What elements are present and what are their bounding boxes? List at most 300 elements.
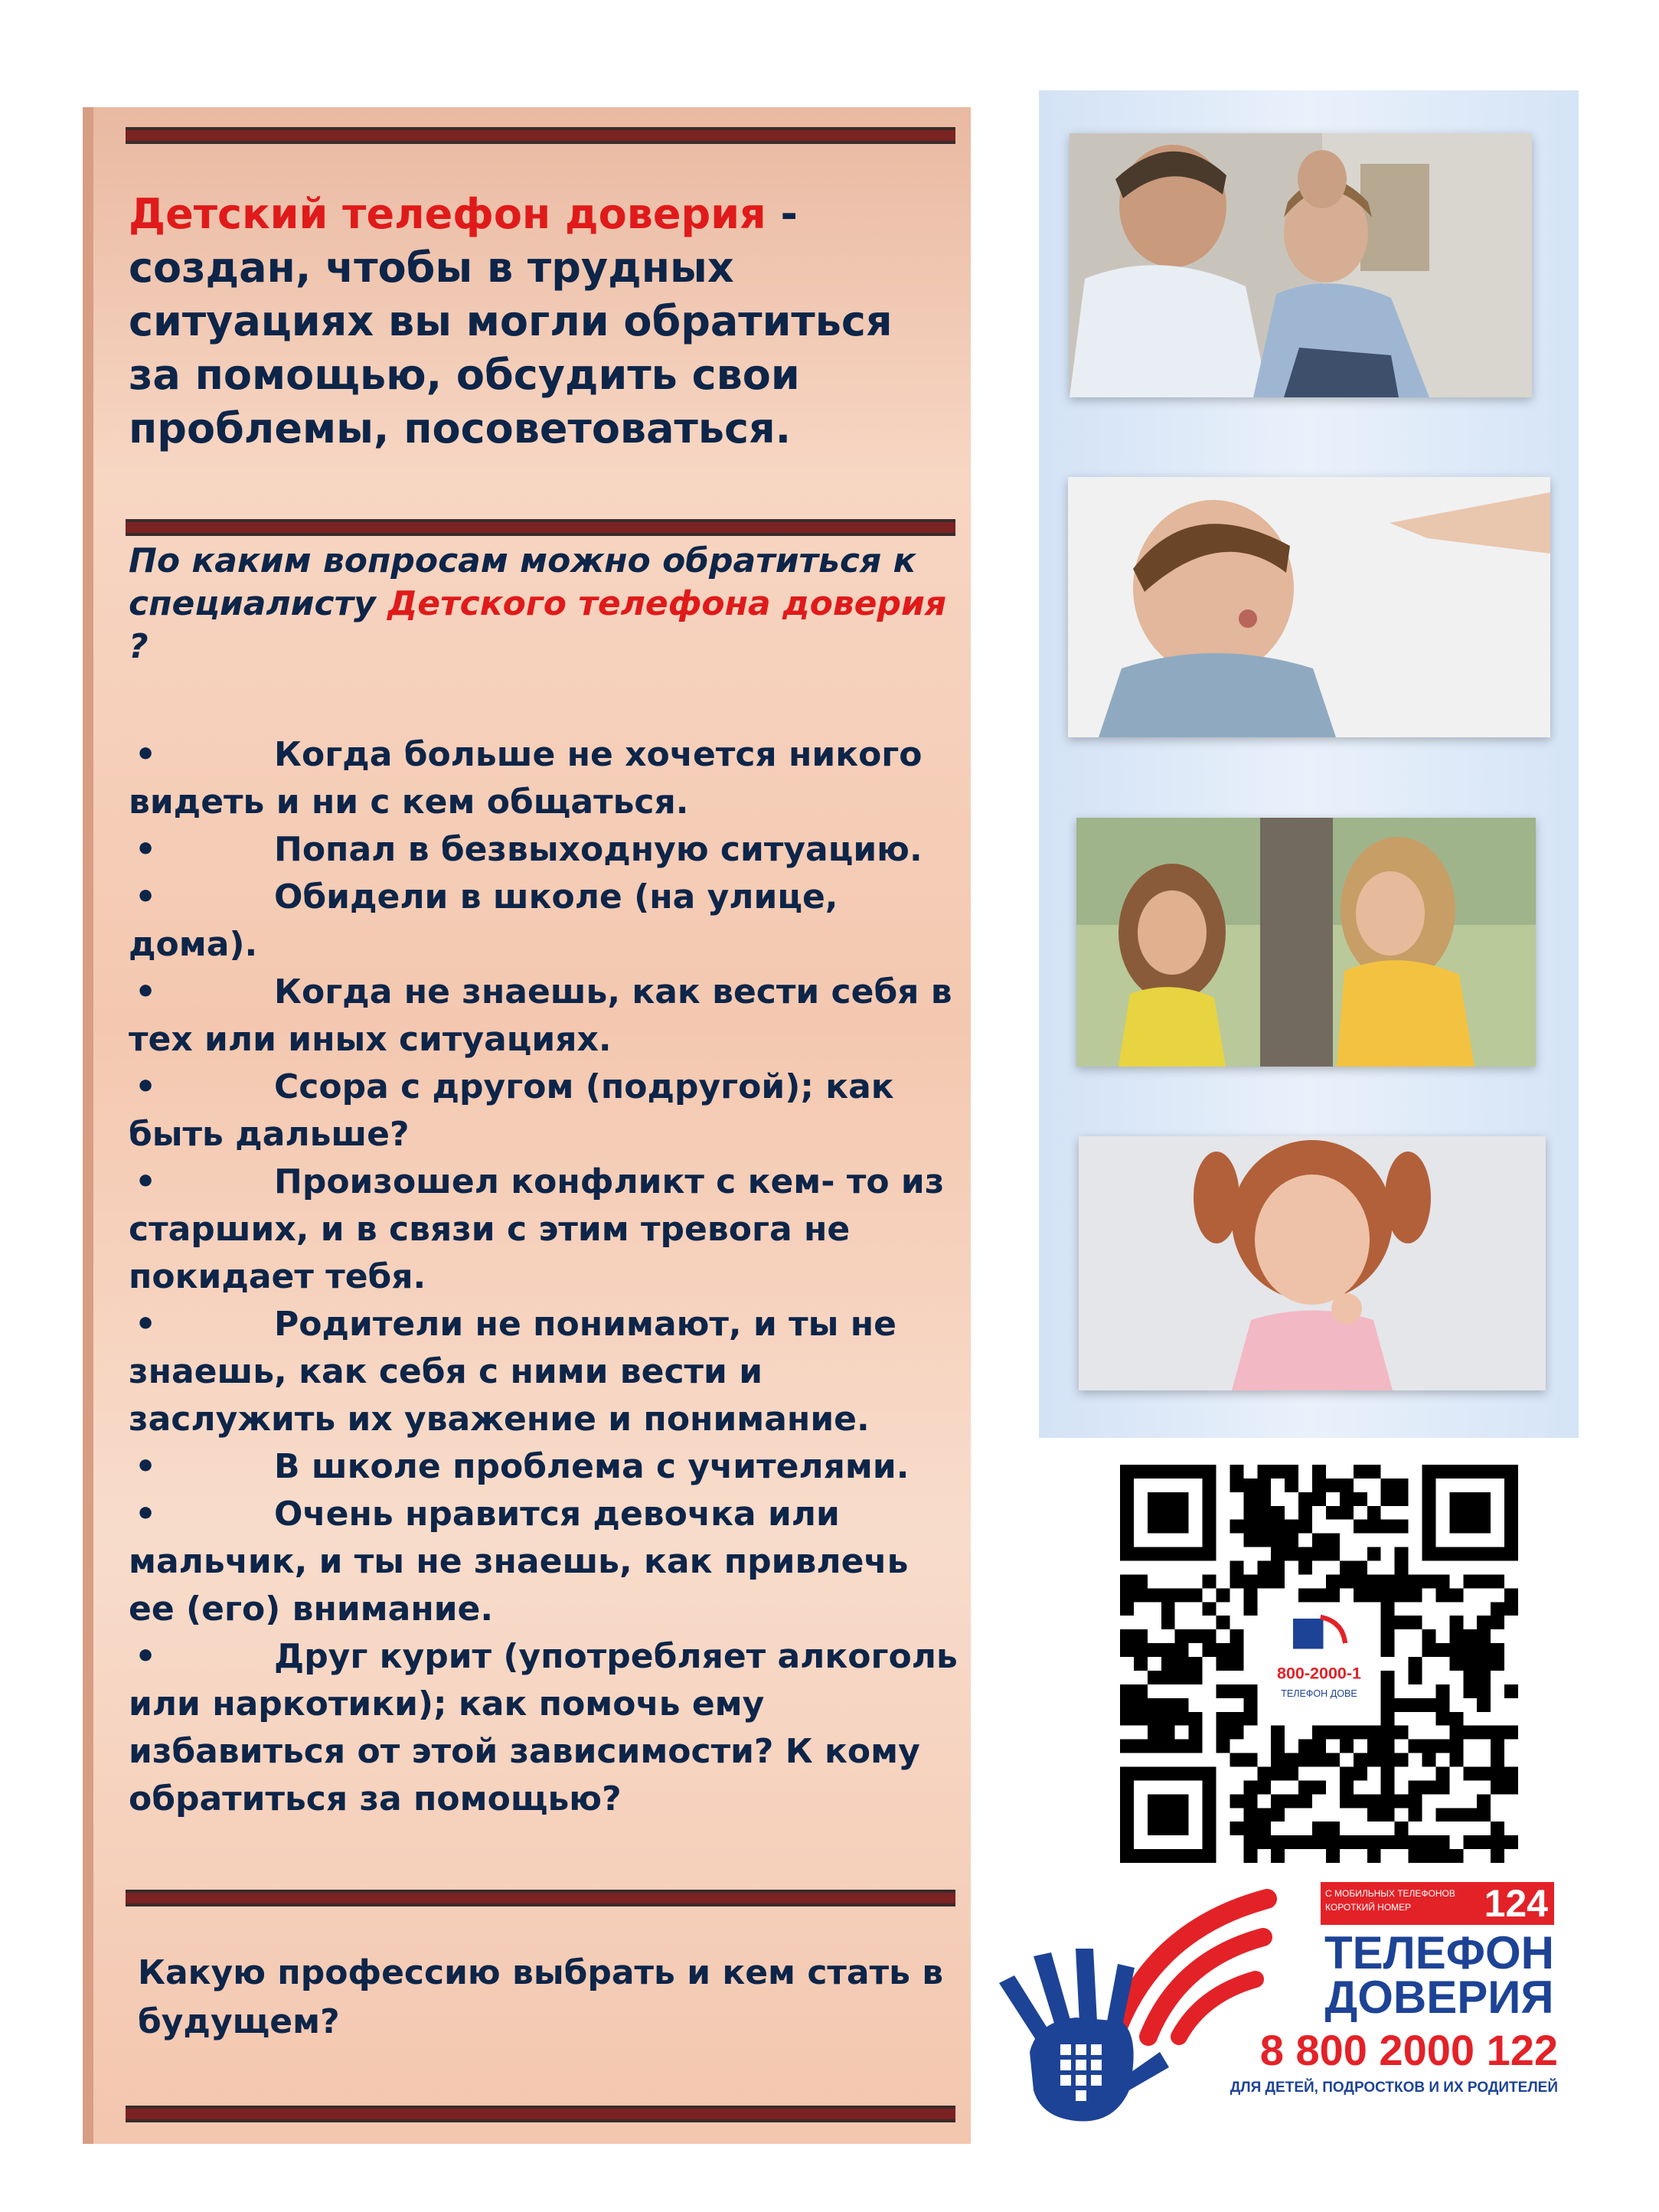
- qr-module: [1312, 1465, 1326, 1478]
- qr-module: [1230, 1794, 1243, 1808]
- qr-module: [1354, 1753, 1367, 1767]
- qr-module: [1203, 1574, 1216, 1588]
- qr-module: [1340, 1726, 1354, 1740]
- qr-module: [1203, 1602, 1216, 1616]
- qr-module: [1381, 1629, 1395, 1643]
- qr-module: [1134, 1712, 1148, 1726]
- bullet: •: [135, 1162, 157, 1201]
- qr-module: [1230, 1712, 1243, 1726]
- qr-module: [1298, 1506, 1312, 1520]
- bullet: •: [135, 1495, 157, 1534]
- qr-module: [1435, 1712, 1449, 1726]
- qr-module: [1243, 1808, 1257, 1822]
- bullet: •: [135, 830, 157, 869]
- qr-module: [1298, 1547, 1312, 1561]
- bullet: •: [135, 877, 157, 916]
- qr-module: [1395, 1478, 1409, 1492]
- qr-module: [1367, 1808, 1381, 1822]
- qr-module: [1285, 1478, 1298, 1492]
- qr-module: [1395, 1588, 1409, 1602]
- qr-module: [1354, 1794, 1367, 1808]
- qr-module: [1463, 1726, 1477, 1740]
- questions-part1: По каким вопросам можно обратиться к специалисту: [129, 541, 916, 623]
- qr-module: [1381, 1726, 1395, 1740]
- qr-module: [1271, 1794, 1285, 1808]
- qr-module: [1504, 1766, 1518, 1780]
- qr-module: [1381, 1808, 1395, 1822]
- qr-module: [1477, 1698, 1491, 1712]
- hotline-audience: ДЛЯ ДЕТЕЙ, ПОДРОСТКОВ И ИХ РОДИТЕЛЕЙ: [1230, 2080, 1558, 2096]
- qr-module: [1381, 1835, 1395, 1849]
- qr-module: [1216, 1726, 1230, 1740]
- qr-module: [1243, 1684, 1257, 1698]
- qr-module: [1257, 1506, 1271, 1520]
- qr-module: [1381, 1616, 1395, 1629]
- qr-module: [1367, 1835, 1381, 1849]
- qr-module: [1257, 1766, 1271, 1780]
- qr-module: [1367, 1506, 1381, 1520]
- qr-module: [1340, 1780, 1354, 1794]
- qr-module: [1271, 1561, 1285, 1575]
- qr-module: [1285, 1534, 1298, 1547]
- photo-girls-tree: [1076, 818, 1536, 1067]
- photo-father-son: [1070, 133, 1532, 397]
- qr-module: [1161, 1740, 1175, 1753]
- qr-module: [1504, 1835, 1518, 1849]
- qr-module: [1422, 1835, 1435, 1849]
- qr-module: [1257, 1835, 1271, 1849]
- qr-module: [1395, 1574, 1409, 1588]
- qr-module: [1161, 1698, 1175, 1712]
- list-item: [129, 826, 963, 874]
- qr-module: [1504, 1602, 1518, 1616]
- qr-module: [1285, 1835, 1298, 1849]
- bullet: •: [135, 972, 157, 1011]
- qr-module: [1409, 1808, 1422, 1822]
- qr-module: [1422, 1780, 1435, 1794]
- qr-module: [1312, 1753, 1326, 1767]
- qr-module: [1367, 1794, 1381, 1808]
- qr-module: [1161, 1726, 1175, 1740]
- qr-module: [1312, 1835, 1326, 1849]
- qr-module: [1340, 1574, 1354, 1588]
- qr-module: [1504, 1684, 1518, 1698]
- qr-module: [1216, 1740, 1230, 1753]
- qr-module: [1148, 1726, 1161, 1740]
- qr-module: [1395, 1822, 1409, 1835]
- qr-module: [1381, 1520, 1395, 1534]
- qr-module: [1257, 1780, 1271, 1794]
- photo-little-girl: [1079, 1136, 1546, 1390]
- qr-module: [1243, 1588, 1257, 1602]
- qr-module: [1230, 1643, 1243, 1657]
- intro-text: [129, 188, 955, 456]
- qr-module: [1504, 1780, 1518, 1794]
- qr-module: [1230, 1657, 1243, 1671]
- qr-module: [1216, 1684, 1230, 1698]
- list-item-text: Произошел конфликт с кем- то из старших, и в связи с этим тревога не покидает тебя.: [129, 1162, 945, 1296]
- qr-module: [1285, 1753, 1298, 1767]
- qr-module: [1491, 1766, 1504, 1780]
- divider-list: [126, 1890, 955, 1907]
- qr-module: [1175, 1671, 1189, 1684]
- qr-module: [1230, 1520, 1243, 1534]
- qr-module: [1243, 1698, 1257, 1712]
- qr-module: [1175, 1588, 1189, 1602]
- qr-module: [1298, 1588, 1312, 1602]
- qr-module: [1134, 1588, 1148, 1602]
- qr-module: [1230, 1574, 1243, 1588]
- intro-highlight: Детский телефон доверия: [129, 190, 766, 238]
- qr-module: [1395, 1753, 1409, 1767]
- qr-module: [1463, 1808, 1477, 1822]
- qr-module: [1381, 1753, 1395, 1767]
- qr-module: [1285, 1465, 1298, 1478]
- qr-module: [1477, 1684, 1491, 1698]
- qr-module: [1326, 1478, 1340, 1492]
- qr-module: [1381, 1643, 1395, 1657]
- qr-module: [1491, 1616, 1504, 1629]
- qr-module: [1257, 1520, 1271, 1534]
- qr-module: [1395, 1547, 1409, 1561]
- qr-module: [1381, 1712, 1395, 1726]
- qr-module: [1381, 1684, 1395, 1698]
- qr-module: [1189, 1726, 1203, 1740]
- qr-module: [1477, 1671, 1491, 1684]
- qr-module: [1395, 1726, 1409, 1740]
- qr-module: [1409, 1780, 1422, 1794]
- qr-module: [1298, 1835, 1312, 1849]
- list-item-text: Ссора с другом (подругой); как быть дальше?: [129, 1067, 894, 1154]
- qr-module: [1340, 1506, 1354, 1520]
- qr-module: [1326, 1547, 1340, 1561]
- divider-bottom: [126, 2106, 955, 2122]
- qr-module: [1230, 1822, 1243, 1835]
- qr-module: [1243, 1822, 1257, 1835]
- qr-module: [1491, 1726, 1504, 1740]
- qr-module: [1422, 1698, 1435, 1712]
- qr-module: [1409, 1671, 1422, 1684]
- qr-module: [1367, 1753, 1381, 1767]
- qr-module: [1354, 1588, 1367, 1602]
- qr-module: [1298, 1561, 1312, 1575]
- qr-module: [1271, 1808, 1285, 1822]
- qr-module: [1120, 1629, 1134, 1643]
- qr-module: [1312, 1780, 1326, 1794]
- qr-module: [1435, 1780, 1449, 1794]
- photo-boy-pointing: [1068, 477, 1550, 737]
- qr-module: [1120, 1643, 1134, 1657]
- qr-module: [1134, 1698, 1148, 1712]
- qr-module: [1326, 1753, 1340, 1767]
- qr-module: [1216, 1712, 1230, 1726]
- info-panel: [83, 107, 971, 2144]
- qr-module: [1422, 1629, 1435, 1643]
- qr-module: [1354, 1835, 1367, 1849]
- qr-module: [1148, 1712, 1161, 1726]
- qr-module: [1409, 1574, 1422, 1588]
- qr-module: [1409, 1588, 1422, 1602]
- list-item: [129, 1158, 963, 1301]
- list-item-text: Родители не понимают, и ты не знаешь, как себя с ними вести и заслужить их уважение и понимание.: [129, 1305, 896, 1439]
- qr-module: [1271, 1835, 1285, 1849]
- qr-module: [1409, 1740, 1422, 1753]
- qr-module: [1189, 1657, 1203, 1671]
- qr-module: [1285, 1794, 1298, 1808]
- qr-module: [1243, 1520, 1257, 1534]
- qr-module: [1409, 1698, 1422, 1712]
- qr-module: [1435, 1740, 1449, 1753]
- qr-module: [1134, 1574, 1148, 1588]
- qr-module: [1326, 1534, 1340, 1547]
- qr-module: [1175, 1740, 1189, 1753]
- qr-module: [1134, 1684, 1148, 1698]
- qr-module: [1243, 1712, 1257, 1726]
- qr-module: [1298, 1740, 1312, 1753]
- qr-module: [1298, 1753, 1312, 1767]
- qr-module: [1271, 1520, 1285, 1534]
- qr-module: [1230, 1561, 1243, 1575]
- qr-module: [1449, 1740, 1463, 1753]
- qr-module: [1285, 1766, 1298, 1780]
- qr-module: [1463, 1835, 1477, 1849]
- qr-module: [1271, 1740, 1285, 1753]
- questions-heading: [129, 540, 955, 668]
- qr-module: [1381, 1492, 1395, 1506]
- brand-line1: ТЕЛЕФОН: [1324, 1927, 1554, 1978]
- qr-module: [1161, 1616, 1175, 1629]
- qr-module: [1367, 1726, 1381, 1740]
- qr-module: [1271, 1547, 1285, 1561]
- qr-module: [1435, 1808, 1449, 1822]
- qr-module: [1354, 1726, 1367, 1740]
- qr-module: [1148, 1643, 1161, 1657]
- qr-module: [1491, 1602, 1504, 1616]
- qr-module: [1491, 1657, 1504, 1671]
- qr-module: [1257, 1492, 1271, 1506]
- list-item-text: Когда не знаешь, как вести себя в тех или иных ситуациях.: [129, 972, 952, 1059]
- qr-module: [1477, 1794, 1491, 1808]
- qr-center-subtext: [1281, 1688, 1357, 1699]
- qr-module: [1243, 1506, 1257, 1520]
- hotline-logo: [968, 1861, 1566, 2136]
- qr-module: [1216, 1657, 1230, 1671]
- qr-module: [1161, 1657, 1175, 1671]
- list-item-text: Когда больше не хочется никого видеть и ни с кем общаться.: [129, 735, 923, 822]
- qr-module: [1312, 1822, 1326, 1835]
- qr-module: [1175, 1698, 1189, 1712]
- qr-module: [1230, 1478, 1243, 1492]
- qr-module: [1134, 1629, 1148, 1643]
- qr-module: [1463, 1766, 1477, 1780]
- qr-module: [1175, 1712, 1189, 1726]
- qr-module: [1381, 1671, 1395, 1684]
- qr-module: [1120, 1698, 1134, 1712]
- qr-module: [1230, 1726, 1243, 1740]
- qr-module: [1271, 1753, 1285, 1767]
- qr-module: [1395, 1835, 1409, 1849]
- qr-module: [1326, 1574, 1340, 1588]
- qr-module: [1381, 1740, 1395, 1753]
- bullet: •: [135, 1637, 157, 1676]
- qr-module: [1257, 1534, 1271, 1547]
- qr-module: [1422, 1643, 1435, 1657]
- qr-module: [1340, 1766, 1354, 1780]
- qr-module: [1148, 1698, 1161, 1712]
- qr-module: [1161, 1643, 1175, 1657]
- qr-module: [1175, 1643, 1189, 1657]
- qr-module: [1354, 1492, 1367, 1506]
- qr-module: [1463, 1671, 1477, 1684]
- qr-module: [1491, 1574, 1504, 1588]
- qr-module: [1395, 1520, 1409, 1534]
- qr-module: [1312, 1588, 1326, 1602]
- qr-module: [1312, 1726, 1326, 1740]
- qr-module: [1134, 1643, 1148, 1657]
- qr-module: [1354, 1574, 1367, 1588]
- qr-module: [1203, 1643, 1216, 1657]
- qr-module: [1120, 1588, 1134, 1602]
- qr-module: [1435, 1684, 1449, 1698]
- qr-module: [1271, 1574, 1285, 1588]
- qr-module: [1175, 1629, 1189, 1643]
- qr-module: [1326, 1726, 1340, 1740]
- list-item-text: Попал в безвыходную ситуацию.: [274, 830, 923, 869]
- qr-module: [1381, 1766, 1395, 1780]
- hotline-number: 8 800 2000 122: [1259, 2026, 1558, 2074]
- qr-module: [1449, 1712, 1463, 1726]
- qr-module: [1134, 1740, 1148, 1753]
- qr-module: [1120, 1740, 1134, 1753]
- qr-module: [1449, 1616, 1463, 1629]
- qr-module: [1257, 1465, 1271, 1478]
- qr-module: [1285, 1520, 1298, 1534]
- qr-module: [1216, 1643, 1230, 1657]
- qr-module: [1367, 1574, 1381, 1588]
- list-item: [129, 1301, 963, 1443]
- qr-module: [1409, 1794, 1422, 1808]
- qr-module: [1449, 1643, 1463, 1657]
- qr-module: [1161, 1588, 1175, 1602]
- qr-module: [1381, 1698, 1395, 1712]
- qr-module: [1243, 1794, 1257, 1808]
- qr-module: [1340, 1835, 1354, 1849]
- qr-module: [1216, 1616, 1230, 1629]
- qr-module: [1285, 1547, 1298, 1561]
- qr-module: [1243, 1534, 1257, 1547]
- qr-module: [1257, 1574, 1271, 1588]
- qr-module: [1449, 1657, 1463, 1671]
- bullet: •: [135, 735, 157, 774]
- qr-module: [1381, 1602, 1395, 1616]
- qr-module: [1243, 1478, 1257, 1492]
- qr-module: [1422, 1740, 1435, 1753]
- qr-module: [1271, 1726, 1285, 1740]
- qr-module: [1409, 1835, 1422, 1849]
- qr-module: [1354, 1766, 1367, 1780]
- qr-module: [1161, 1671, 1175, 1684]
- list-item: [129, 969, 963, 1064]
- qr-module: [1477, 1616, 1491, 1629]
- short-number-box: [1321, 1882, 1554, 1925]
- qr-module: [1312, 1534, 1326, 1547]
- qr-module: [1367, 1588, 1381, 1602]
- list-item: [129, 1064, 963, 1158]
- intro-rest: - создан, чтобы в трудных ситуациях вы могли обратиться за помощью, обсудить свои проблемы, посоветоваться.: [129, 190, 893, 453]
- qr-module: [1340, 1740, 1354, 1753]
- qr-module: [1449, 1808, 1463, 1822]
- list-item-text: Друг курит (употребляет алкоголь или наркотики); как помочь ему избавиться от этой зависимости? К кому обратиться за помощью?: [129, 1637, 958, 1818]
- qr-module: [1463, 1684, 1477, 1698]
- qr-module: [1148, 1671, 1161, 1684]
- short-number-caption: С МОБИЛЬНЫХ ТЕЛЕФОНОВ КОРОТКИЙ НОМЕР: [1325, 1888, 1455, 1913]
- qr-module: [1477, 1808, 1491, 1822]
- hotline-brand: [1321, 1927, 1558, 2023]
- qr-module: [1298, 1794, 1312, 1808]
- qr-module: [1189, 1588, 1203, 1602]
- qr-module: [1449, 1726, 1463, 1740]
- bullet: •: [135, 1305, 157, 1344]
- qr-module: [1216, 1588, 1230, 1602]
- qr-module: [1395, 1616, 1409, 1629]
- qr-module: [1230, 1465, 1243, 1478]
- divider-intro: [126, 519, 955, 536]
- questions-highlight: Детского телефона доверия: [387, 584, 947, 623]
- qr-module: [1477, 1835, 1491, 1849]
- situations-list: [129, 731, 963, 1823]
- qr-module: [1340, 1478, 1354, 1492]
- qr-module: [1381, 1478, 1395, 1492]
- qr-module: [1367, 1520, 1381, 1534]
- qr-module: [1463, 1574, 1477, 1588]
- qr-module: [1189, 1740, 1203, 1753]
- qr-module: [1189, 1671, 1203, 1684]
- qr-module: [1189, 1712, 1203, 1726]
- qr-module: [1189, 1629, 1203, 1643]
- qr-module: [1491, 1822, 1504, 1835]
- qr-module: [1257, 1822, 1271, 1835]
- qr-module: [1435, 1698, 1449, 1712]
- qr-module: [1230, 1684, 1243, 1698]
- qr-module: [1161, 1602, 1175, 1616]
- brand-line2: ДОВЕРИЯ: [1324, 1972, 1554, 2023]
- qr-module: [1340, 1492, 1354, 1506]
- qr-module: [1271, 1534, 1285, 1547]
- qr-module: [1312, 1547, 1326, 1561]
- qr-module: [1271, 1506, 1285, 1520]
- qr-module: [1491, 1740, 1504, 1753]
- divider-top: [126, 127, 955, 144]
- qr-module: [1367, 1465, 1381, 1478]
- qr-center-text: 800-2000-1: [1277, 1664, 1361, 1683]
- bullet: •: [135, 1067, 157, 1106]
- qr-module: [1340, 1561, 1354, 1575]
- qr-module: [1504, 1588, 1518, 1602]
- qr-module: [1312, 1478, 1326, 1492]
- list-item-text: Очень нравится девочка или мальчик, и ты не знаешь, как привлечь ее (его) внимание.: [129, 1495, 909, 1629]
- list-item: [129, 874, 963, 969]
- qr-module: [1120, 1684, 1134, 1698]
- qr-module: [1463, 1643, 1477, 1657]
- qr-module: [1435, 1835, 1449, 1849]
- qr-module: [1326, 1506, 1340, 1520]
- qr-code: [1120, 1465, 1518, 1863]
- qr-module: [1243, 1835, 1257, 1849]
- qr-module: [1326, 1822, 1340, 1835]
- qr-module: [1134, 1657, 1148, 1671]
- qr-module: [1491, 1753, 1504, 1767]
- qr-module: [1435, 1766, 1449, 1780]
